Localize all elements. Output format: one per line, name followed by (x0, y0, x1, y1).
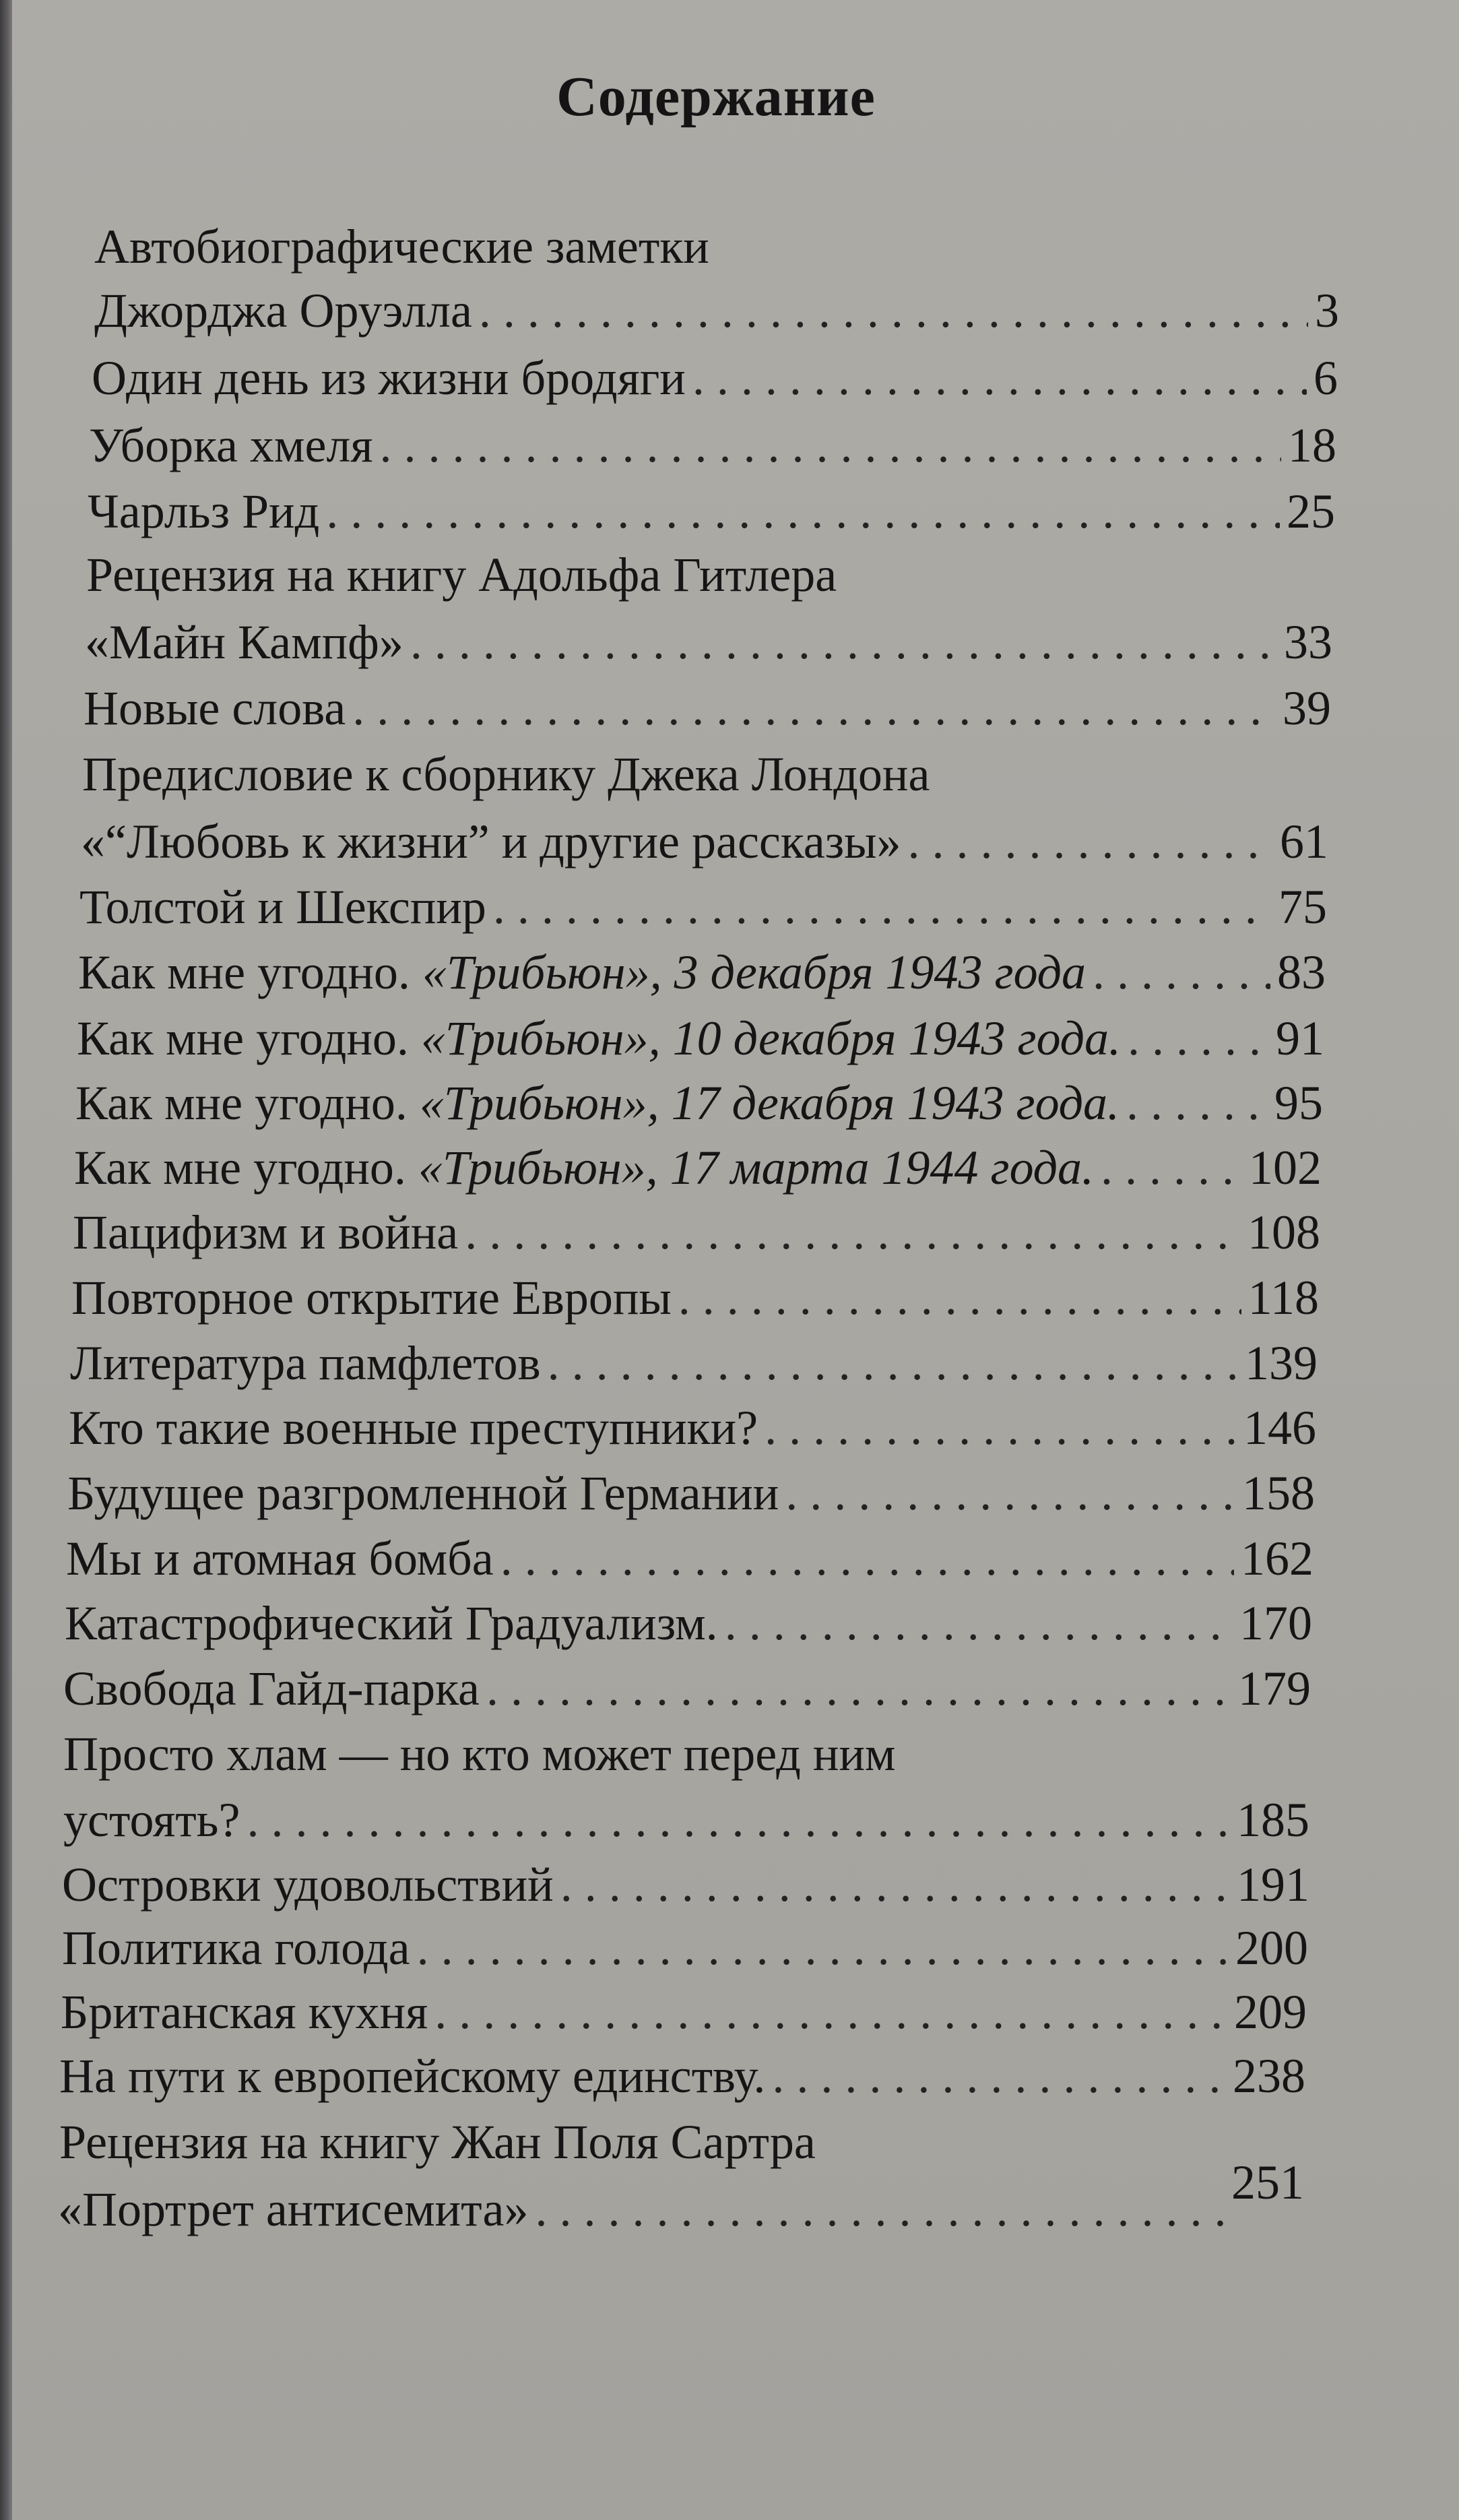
toc-entry (62, 1857, 1309, 1922)
toc-entry-page: 158 (1242, 1466, 1315, 1520)
toc-entry-page: 91 (1276, 1011, 1324, 1065)
toc-leader-dots (560, 1857, 1230, 1913)
toc-entry (89, 418, 1336, 482)
toc-entry-page: 95 (1274, 1076, 1323, 1130)
toc-entry-page: 61 (1280, 815, 1328, 869)
toc-entry-title: Уборка хмеля (89, 418, 373, 472)
toc-entry-page: 39 (1283, 681, 1331, 735)
toc-entry-page: 238 (1233, 2049, 1305, 2103)
toc-entry (61, 1984, 1307, 2049)
toc-entry-title: Чарльз Рид (88, 484, 320, 538)
toc-entry-page: 75 (1278, 880, 1327, 934)
toc-entry-page: 170 (1239, 1596, 1312, 1650)
toc-leader-dots (1128, 1011, 1269, 1067)
toc-entry (63, 1792, 1309, 1857)
toc-entry-title: Катастрофический Градуализм. (65, 1596, 718, 1650)
toc-entry-italic: «Трибьюн», 17 декабря 1943 года. (419, 1076, 1120, 1130)
toc-leader-dots (326, 484, 1280, 540)
toc-leader-dots (352, 681, 1276, 736)
table-of-contents (12, 0, 1459, 2520)
toc-entry-page: 33 (1284, 615, 1332, 669)
toc-entry-title: устоять? (63, 1793, 240, 1847)
toc-entry (59, 2048, 1305, 2113)
toc-entry-page: 3 (1315, 284, 1339, 338)
toc-entry-page: 185 (1237, 1793, 1309, 1847)
toc-entry-title: Один день из жизни бродяги (92, 351, 686, 405)
toc-entry-title (74, 1140, 1094, 1196)
toc-entry-line1: Автобиографические заметки (94, 220, 709, 274)
toc-leader-dots (493, 879, 1272, 935)
toc-leader-dots (725, 1596, 1233, 1651)
toc-entry-line1: Просто хлам — но кто может перед ним (63, 1727, 896, 1781)
toc-entry (58, 2155, 1304, 2246)
toc-leader-dots (380, 418, 1282, 474)
toc-leader-dots (535, 2182, 1225, 2238)
toc-entry-page: 139 (1245, 1336, 1318, 1390)
toc-leader-dots (548, 1335, 1238, 1391)
toc-entry (77, 1011, 1324, 1075)
toc-leader-dots (434, 1984, 1227, 2040)
toc-entry (75, 1075, 1323, 1140)
toc-entry (94, 283, 1339, 348)
toc-entry-page: 146 (1243, 1401, 1316, 1455)
toc-entry-title: Мы и атомная бомба (66, 1532, 494, 1585)
toc-entry (66, 1531, 1314, 1596)
toc-entry-title: Кто такие военные преступники? (69, 1401, 758, 1455)
toc-leader-dots (1101, 1140, 1242, 1196)
toc-leader-dots (500, 1531, 1234, 1587)
toc-entry (67, 1466, 1315, 1530)
toc-entry (85, 615, 1332, 679)
toc-entry-page: 251 (1231, 2155, 1304, 2209)
toc-entry-title: Свобода Гайд-парка (63, 1662, 480, 1715)
toc-entry-title: Джорджа Оруэлла (94, 284, 472, 338)
toc-entry (88, 484, 1335, 548)
toc-leader-dots (410, 615, 1277, 670)
toc-entry-title: Пацифизм и война (73, 1205, 459, 1259)
book-page (12, 0, 1459, 2520)
toc-leader-dots (678, 1270, 1241, 1326)
toc-entry-prefix: Как мне угодно. (75, 1076, 420, 1130)
toc-entry-line1: Предисловие к сборнику Джека Лондона (82, 747, 930, 801)
page-title: Содержание (556, 65, 876, 128)
toc-leader-dots (785, 1466, 1235, 1521)
toc-entry-title: Островки удовольствий (62, 1858, 554, 1912)
toc-entry-title: Литература памфлетов (70, 1336, 541, 1390)
toc-entry-page: 191 (1237, 1858, 1309, 1912)
toc-entry-title: «“Любовь к жизни” и другие рассказы» (81, 815, 901, 869)
toc-leader-dots (465, 1205, 1241, 1261)
toc-entry-title: На пути к европейскому единству. (59, 2049, 766, 2103)
toc-entry-prefix: Как мне угодно. (78, 945, 422, 999)
toc-leader-dots (417, 1920, 1229, 1976)
toc-entry-title: Будущее разгромленной Германии (67, 1466, 779, 1520)
toc-entry-italic: «Трибьюн», 17 марта 1944 года. (418, 1141, 1095, 1195)
toc-entry-title: Толстой и Шекспир (79, 880, 486, 934)
toc-entry-page: 179 (1238, 1662, 1311, 1715)
toc-entry-italic: «Трибьюн», 10 декабря 1943 года. (420, 1011, 1122, 1065)
toc-leader-dots (1093, 945, 1270, 1001)
toc-entry-line1: Рецензия на книгу Жан Поля Сартра (59, 2115, 816, 2169)
toc-entry-page: 200 (1235, 1921, 1308, 1975)
toc-entry (70, 1335, 1318, 1400)
toc-entry-page: 83 (1277, 945, 1326, 999)
toc-entry-line1: Рецензия на книгу Адольфа Гитлера (86, 548, 837, 602)
toc-entry-title: «Портрет антисемита» (58, 2182, 529, 2236)
toc-entry-title: Британская кухня (61, 1985, 428, 2039)
toc-entry (74, 1140, 1322, 1205)
toc-entry-page: 25 (1287, 484, 1335, 538)
toc-entry (78, 945, 1326, 1009)
toc-entry-title (77, 1011, 1121, 1067)
toc-entry (79, 879, 1327, 944)
toc-leader-dots (1126, 1075, 1268, 1131)
toc-entry (84, 681, 1331, 745)
toc-entry-page: 162 (1241, 1532, 1314, 1585)
toc-leader-dots (908, 814, 1273, 870)
toc-entry (62, 1920, 1308, 1985)
toc-entry-title: «Майн Кампф» (85, 615, 403, 669)
toc-entry-page: 18 (1288, 418, 1336, 472)
toc-entry (73, 1205, 1320, 1269)
toc-leader-dots (772, 2048, 1226, 2104)
toc-entry-prefix: Как мне угодно. (77, 1011, 421, 1065)
toc-entry-page: 102 (1249, 1141, 1322, 1195)
toc-entry-title: Политика голода (62, 1921, 410, 1975)
toc-entry (69, 1400, 1316, 1465)
toc-leader-dots (486, 1661, 1231, 1717)
toc-entry (63, 1661, 1311, 1726)
toc-leader-dots (765, 1400, 1237, 1456)
toc-leader-dots (479, 283, 1308, 339)
toc-entry-page: 118 (1247, 1271, 1319, 1325)
toc-entry-title (75, 1075, 1120, 1131)
toc-entry (81, 814, 1328, 879)
toc-entry-prefix: Как мне угодно. (74, 1141, 418, 1195)
toc-entry-title: Новые слова (84, 681, 346, 735)
toc-entry-page: 6 (1314, 351, 1338, 405)
toc-entry-italic: «Трибьюн», 3 декабря 1943 года (422, 945, 1087, 999)
toc-entry-title: Повторное открытие Европы (71, 1271, 672, 1325)
toc-leader-dots (247, 1792, 1230, 1848)
toc-entry-page: 108 (1247, 1205, 1320, 1259)
toc-leader-dots (692, 350, 1307, 406)
toc-entry-title (78, 945, 1086, 1001)
toc-entry (71, 1270, 1319, 1335)
toc-entry (92, 350, 1338, 415)
toc-entry (65, 1596, 1312, 1660)
toc-entry-page: 209 (1234, 1985, 1307, 2039)
